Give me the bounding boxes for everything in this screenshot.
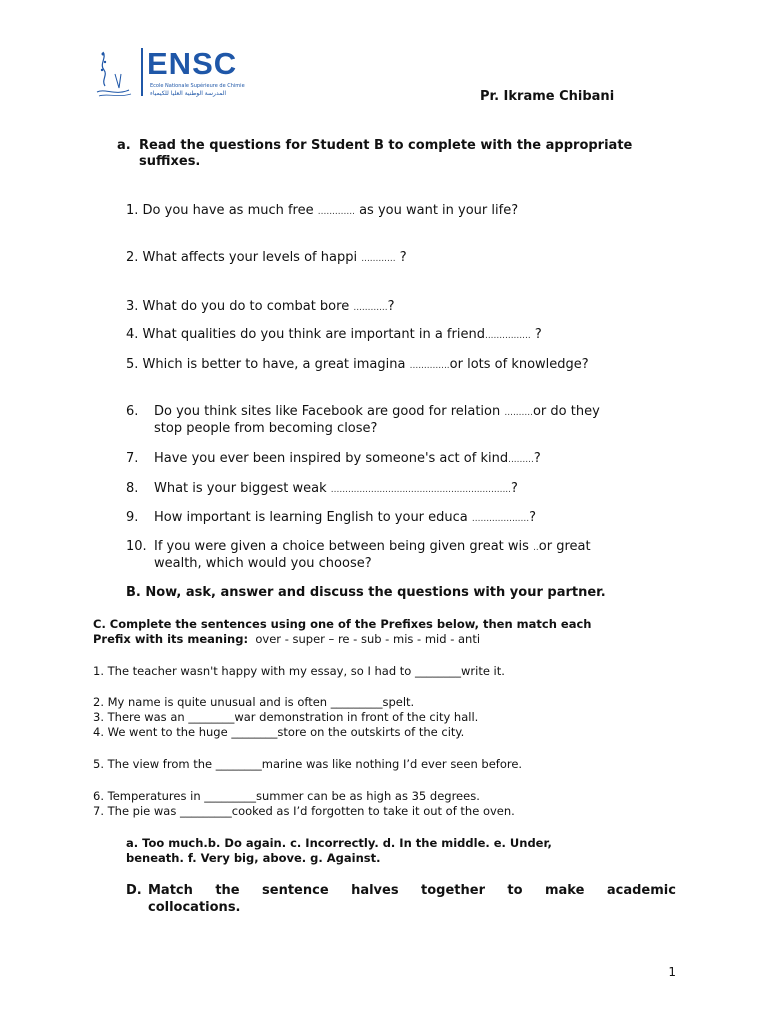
question-8: What is your biggest weak ...............................................................? (154, 481, 518, 496)
question-10: If you were given a choice between being given great wis ..or great (154, 539, 591, 554)
question-9: How important is learning English to your educa ....................? (154, 510, 537, 525)
question-10-number: 10. (126, 539, 147, 554)
ensc-logo (95, 46, 245, 102)
section-d-marker: D. (126, 883, 142, 898)
section-b-instruction: B. Now, ask, answer and discuss the questions with your partner. (126, 585, 606, 600)
question-10-line2: wealth, which would you choose? (154, 556, 372, 571)
page-number: 1 (668, 965, 676, 979)
sentence-3: 3. There was an ________war demonstration in front of the city hall. (93, 710, 479, 724)
question-1: 1. Do you have as much free ............. as you want in your life? (126, 203, 519, 218)
sentence-7: 7. The pie was _________cooked as I’d forgotten to take it out of the oven. (93, 804, 515, 818)
question-8-number: 8. (126, 481, 139, 496)
sentence-5: 5. The view from the ________marine was like nothing I’d ever seen before. (93, 757, 523, 771)
teacher-name: Pr. Ikrame Chibani (480, 89, 615, 104)
question-4: 4. What qualities do you think are important in a friend................ ? (126, 327, 542, 342)
question-9-number: 9. (126, 510, 139, 525)
question-5: 5. Which is better to have, a great imagina ..............or lots of knowledge? (126, 357, 589, 372)
sentence-6: 6. Temperatures in _________summer can be as high as 35 degrees. (93, 789, 480, 803)
meanings-line-2: beneath. f. Very big, above. g. Against. (126, 851, 381, 865)
question-2: 2. What affects your levels of happi ............ ? (126, 250, 407, 265)
section-a-instruction: Read the questions for Student B to complete with the appropriate (139, 138, 633, 153)
question-6: Do you think sites like Facebook are good for relation ..........or do they (154, 404, 600, 419)
sentence-2: 2. My name is quite unusual and is often _________spelt. (93, 695, 415, 709)
question-7-number: 7. (126, 451, 139, 466)
section-a-marker: a. (117, 138, 131, 153)
section-c-title: C. Complete the sentences using one of the Prefixes below, then match each (93, 617, 592, 631)
section-d-line-2: collocations. (148, 900, 241, 915)
prefix-list: over - super – re - sub - mis - mid - anti (255, 632, 481, 646)
question-7: Have you ever been inspired by someone's act of kind.........? (154, 451, 541, 466)
logo-title: ENSC (147, 46, 238, 81)
section-a-instruction-cont: suffixes. (139, 154, 201, 169)
question-3: 3. What do you do to combat bore ............? (126, 299, 395, 314)
meanings-line-1: a. Too much.b. Do again. c. Incorrectly. d. In the middle. e. Under, (126, 836, 552, 850)
logo-subtitle: Ecole Nationale Supérieure de Chimie (150, 83, 245, 89)
question-6-number: 6. (126, 404, 139, 419)
sentence-1: 1. The teacher wasn't happy with my essay, so I had to ________write it. (93, 664, 505, 678)
section-d-line-1: Match the sentence halves together to make academic (148, 883, 676, 898)
question-6-line2: stop people from becoming close? (154, 421, 378, 436)
sentence-4: 4. We went to the huge ________store on the outskirts of the city. (93, 725, 465, 739)
logo-emblem-icon (95, 48, 145, 98)
logo-arabic: المدرسة الوطنية العليا للكيمياء (150, 90, 227, 97)
section-c-prefix-line: Prefix with its meaning: over - super – re - sub - mis - mid - anti (93, 632, 481, 646)
